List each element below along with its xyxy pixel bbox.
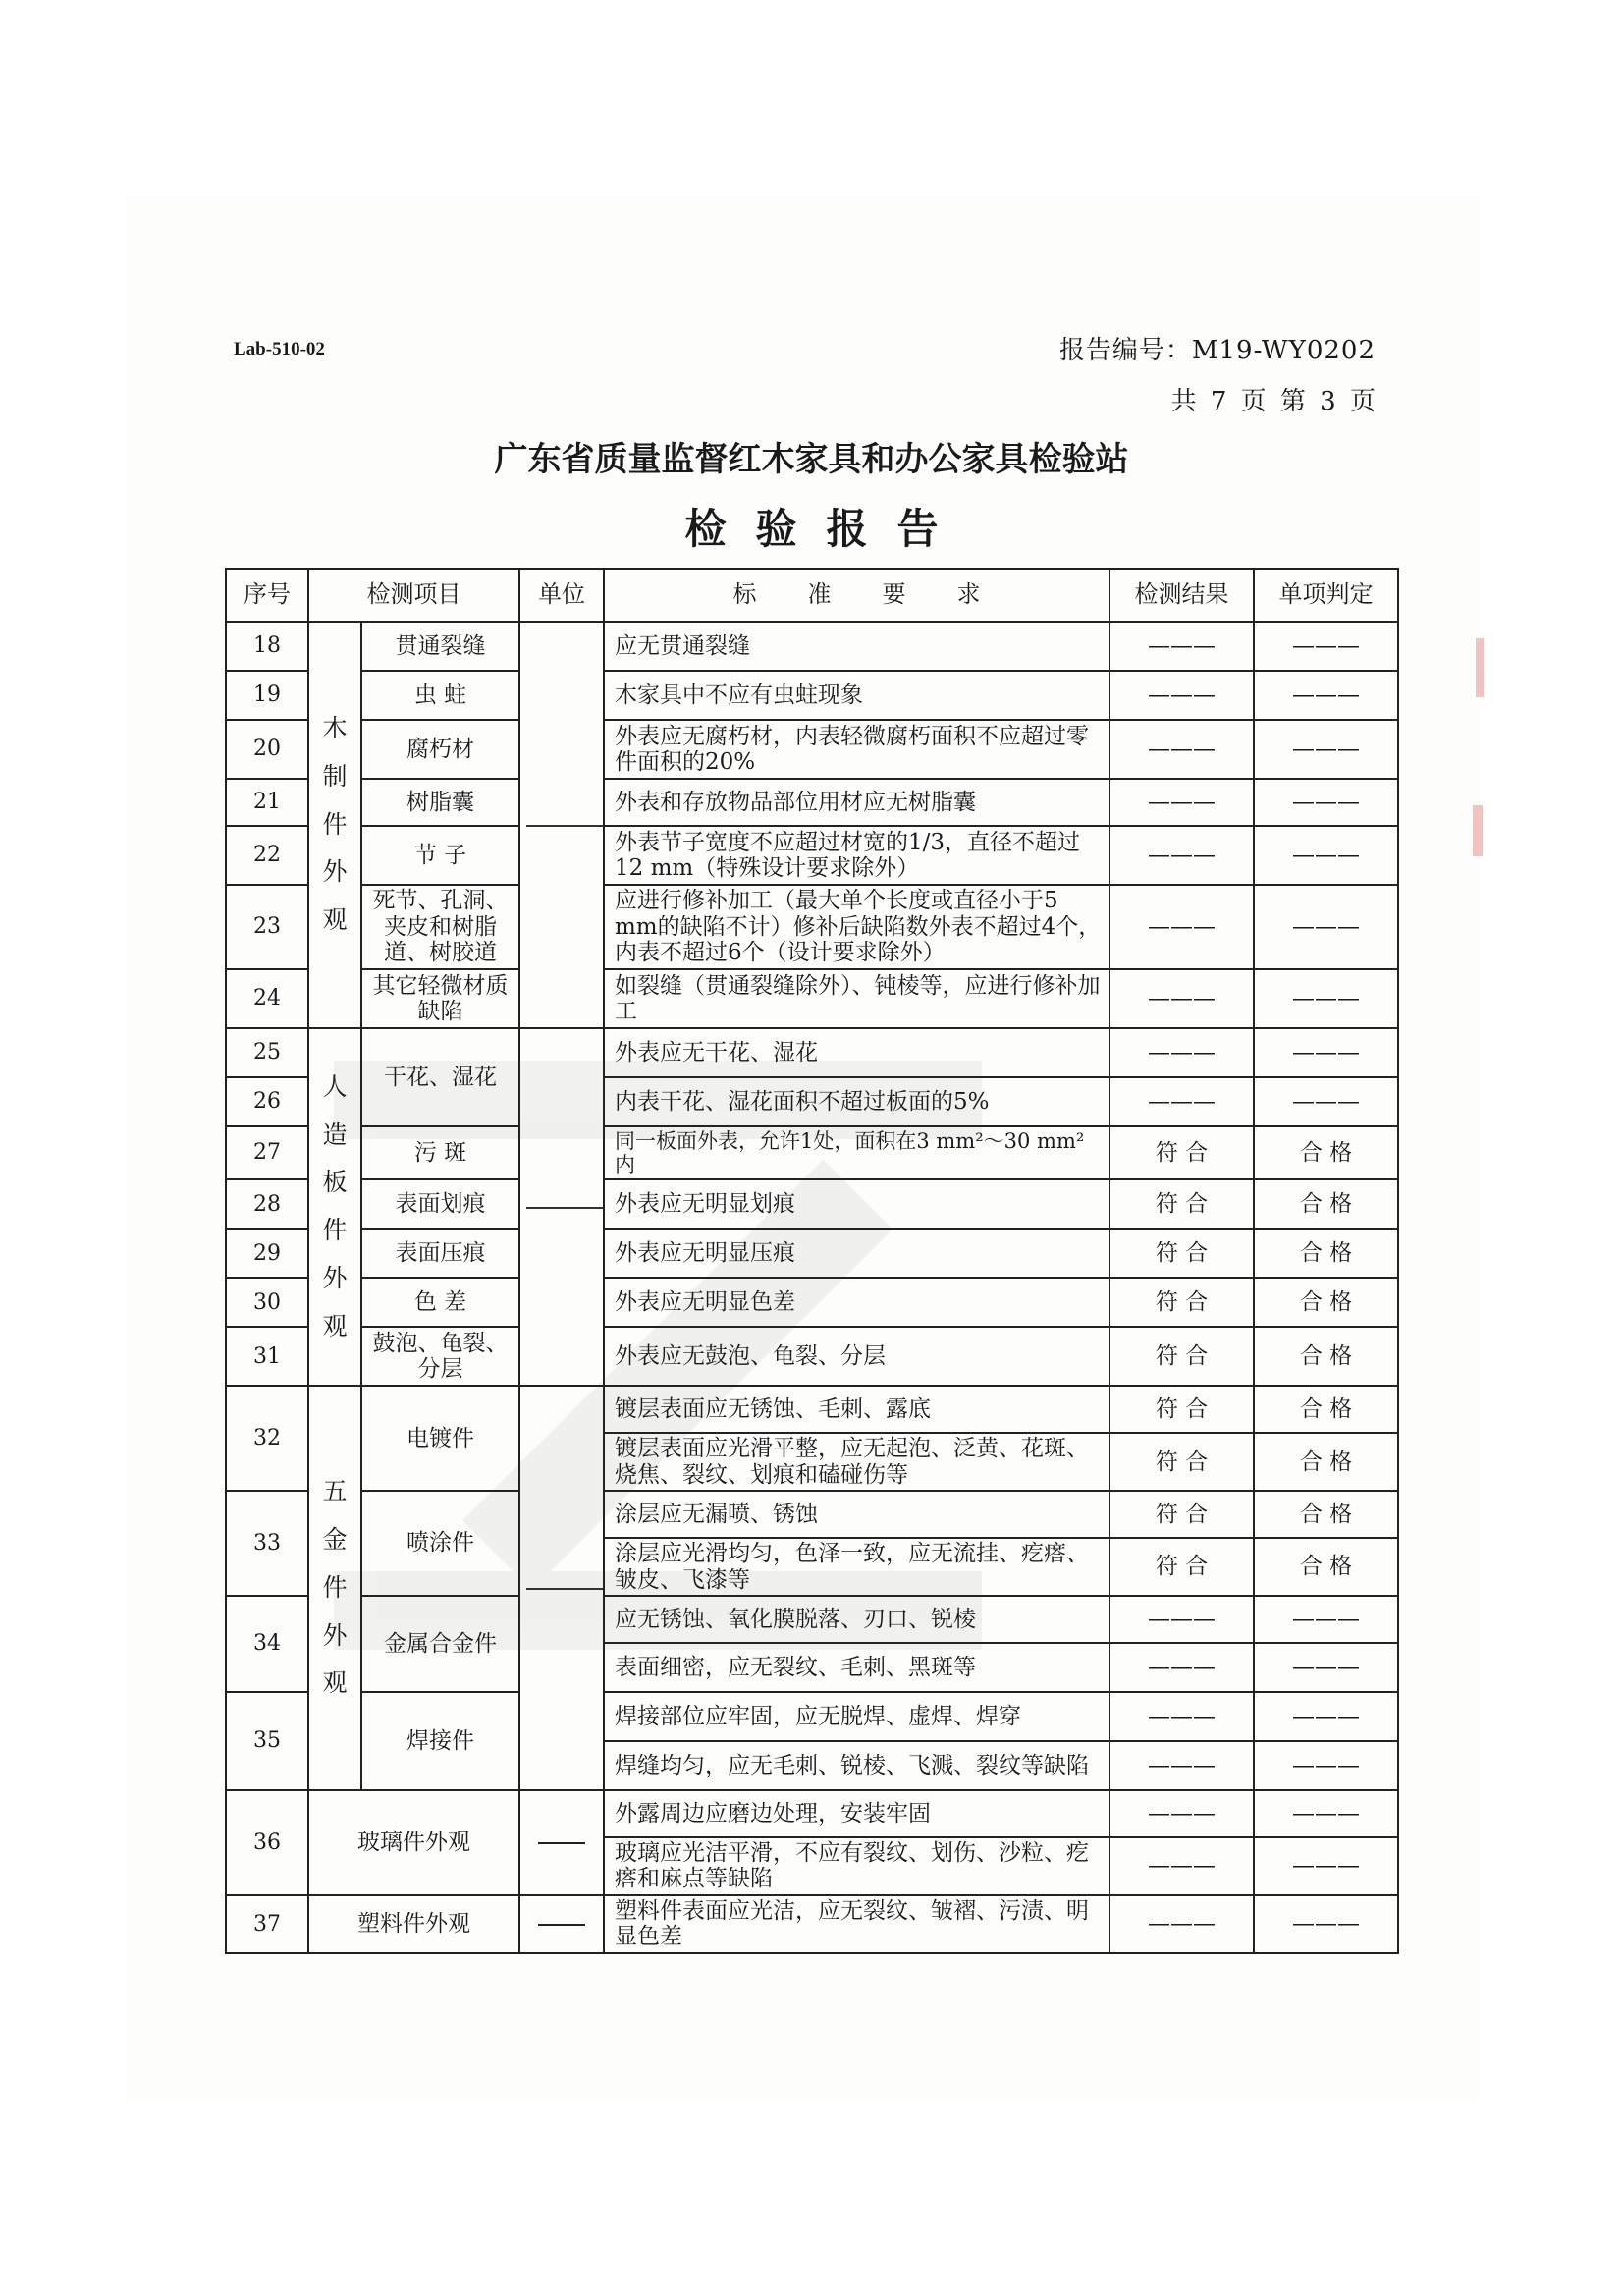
unit-cell xyxy=(519,622,604,1028)
inspection-table xyxy=(225,568,1399,1954)
table-row: 28 表面划痕 外表应无明显划痕 符 合 合 格 xyxy=(226,1179,1398,1229)
table-row: 34 金属合金件 应无锈蚀、氧化膜脱落、刃口、锐棱 ——— ——— xyxy=(226,1596,1398,1643)
group-label-wood: 木制件外观 xyxy=(308,622,361,1028)
table-row: 33 喷涂件 涂层应无漏喷、锈蚀 符 合 合 格 xyxy=(226,1491,1398,1538)
col-result: 检测结果 xyxy=(1109,569,1254,622)
unit-cell xyxy=(519,1028,604,1386)
table-row: 22 节 子 外表节子宽度不应超过材宽的1/3，直径不超过12 mm（特殊设计要求除外） ——— ——— xyxy=(226,826,1398,885)
table-row: 24 其它轻微材质缺陷 如裂缝（贯通裂缝除外）、钝棱等，应进行修补加工 ——— ——— xyxy=(226,969,1398,1028)
table-row: 表面细密，应无裂纹、毛刺、黑斑等 ——— ——— xyxy=(226,1643,1398,1692)
table-row: 35 焊接件 焊接部位应牢固，应无脱焊、虚焊、焊穿 ——— ——— xyxy=(226,1692,1398,1741)
table-row: 21 树脂囊 外表和存放物品部位用材应无树脂囊 ——— ——— xyxy=(226,779,1398,826)
lab-code: Lab-510-02 xyxy=(234,339,325,359)
unit-cell xyxy=(519,1895,604,1953)
table-row: 30 色 差 外表应无明显色差 符 合 合 格 xyxy=(226,1278,1398,1327)
table-row: 23 死节、孔洞、夹皮和树脂道、树胶道 应进行修补加工（最大单个长度或直径小于5 mm的缺陷不计）修补后缺陷数外表不超过4个，内表不超过6个（设计要求除外） ——— ——— xyxy=(226,885,1398,969)
page-title: 检验报告 xyxy=(684,505,968,553)
page-indicator: 共 7 页 第 3 页 xyxy=(1170,387,1376,416)
table-row: 27 污 斑 同一板面外表，允许1处，面积在3 mm²～30 mm²内 符 合 合 格 xyxy=(226,1126,1398,1179)
table-row: 37 塑料件外观 塑料件表面应光洁，应无裂纹、皱褶、污渍、明显色差 ——— ——— xyxy=(226,1895,1398,1953)
table-row: 20 腐朽材 外表应无腐朽材，内表轻微腐朽面积不应超过零件面积的20% ——— ——— xyxy=(226,720,1398,779)
col-judge: 单项判定 xyxy=(1254,569,1398,622)
table-row: 32 五金件外观 电镀件 镀层表面应无锈蚀、毛刺、露底 符 合 合 格 xyxy=(226,1386,1398,1433)
unit-cell xyxy=(519,1790,604,1895)
table-row: 26 内表干花、湿花面积不超过板面的5% ——— ——— xyxy=(226,1077,1398,1126)
table-row: 19 虫 蛀 木家具中不应有虫蛀现象 ——— ——— xyxy=(226,671,1398,720)
table-row: 29 表面压痕 外表应无明显压痕 符 合 合 格 xyxy=(226,1229,1398,1278)
col-unit: 单位 xyxy=(519,569,604,622)
organization-name: 广东省质量监督红木家具和办公家具检验站 xyxy=(494,440,1129,479)
table-row: 25 人造板件外观 干花、湿花 外表应无干花、湿花 ——— ——— xyxy=(226,1028,1398,1077)
group-label-hardware: 五金件外观 xyxy=(308,1386,361,1790)
table-row: 玻璃应光洁平滑，不应有裂纹、划伤、沙粒、疙瘩和麻点等缺陷 ——— ——— xyxy=(226,1837,1398,1895)
red-seal-mark xyxy=(1473,805,1483,856)
group-label-board: 人造板件外观 xyxy=(308,1028,361,1386)
table-row: 涂层应光滑均匀，色泽一致，应无流挂、疙瘩、皱皮、飞漆等 符 合 合 格 xyxy=(226,1538,1398,1596)
unit-cell xyxy=(519,1386,604,1790)
col-seq: 序号 xyxy=(226,569,308,622)
table-row: 18 木制件外观 贯通裂缝 应无贯通裂缝 ——— ——— xyxy=(226,622,1398,671)
table-row: 焊缝均匀，应无毛刺、锐棱、飞溅、裂纹等缺陷 ——— ——— xyxy=(226,1741,1398,1790)
col-standard: 标准要求 xyxy=(604,569,1109,622)
table-row: 36 玻璃件外观 外露周边应磨边处理，安装牢固 ——— ——— xyxy=(226,1790,1398,1837)
col-item: 检测项目 xyxy=(308,569,519,622)
table-row: 31 鼓泡、龟裂、分层 外表应无鼓泡、龟裂、分层 符 合 合 格 xyxy=(226,1327,1398,1386)
report-number: 报告编号：M19-WY0202 xyxy=(1058,336,1376,365)
table-row: 镀层表面应光滑平整，应无起泡、泛黄、花斑、烧焦、裂纹、划痕和磕碰伤等 符 合 合 格 xyxy=(226,1433,1398,1491)
table-header-row xyxy=(226,569,1398,622)
red-seal-mark xyxy=(1476,638,1484,697)
